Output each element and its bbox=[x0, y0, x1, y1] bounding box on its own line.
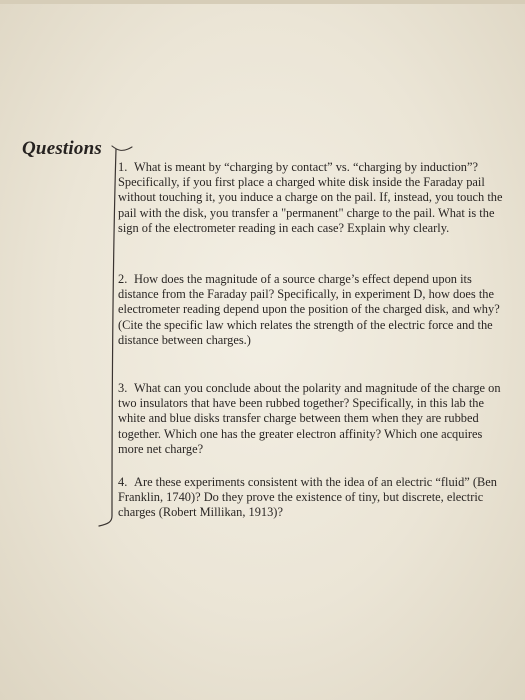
question-text: Are these experiments consistent with the idea of an electric “fluid” (Ben Franklin, 1740)? Do they prove the existence of tiny, but discrete, electric charges (Robert Millikan, 1913)? bbox=[118, 475, 497, 520]
question-number: 3. bbox=[118, 381, 128, 395]
section-heading: Questions bbox=[22, 138, 102, 159]
question-number: 1. bbox=[118, 160, 128, 174]
question-number: 4. bbox=[118, 475, 128, 489]
question-text: What is meant by “charging by contact” vs. “charging by induction”? Specifically, if you first place a charged white disk inside the Faraday pail without touching it, you induce a charge on the pail. If, instead, you touch the pail with the disk, you transfer a "permanent" charge to the pail. What is the sign of the electrometer reading in each case? Explain why clearly. bbox=[118, 160, 503, 235]
question-text: What can you conclude about the polarity and magnitude of the charge on two insulators that have been rubbed together? Specifically, in this lab the white and blue disks transfer charge between them when they are rubbed together. Which one has the greater electron affinity? Which one acquires more net charge? bbox=[118, 381, 501, 456]
question-text: How does the magnitude of a source charge’s effect depend upon its distance from the Faraday pail? Specifically, in experiment D, how does the electrometer reading depend upon the position of the charged disk, and why? (Cite the specific law which relates the strength of the electric force and the distance between charges.) bbox=[118, 272, 500, 347]
question-item bbox=[118, 475, 508, 521]
question-item bbox=[118, 381, 508, 457]
question-number: 2. bbox=[118, 272, 128, 286]
question-item bbox=[118, 272, 508, 348]
question-item bbox=[118, 160, 508, 236]
